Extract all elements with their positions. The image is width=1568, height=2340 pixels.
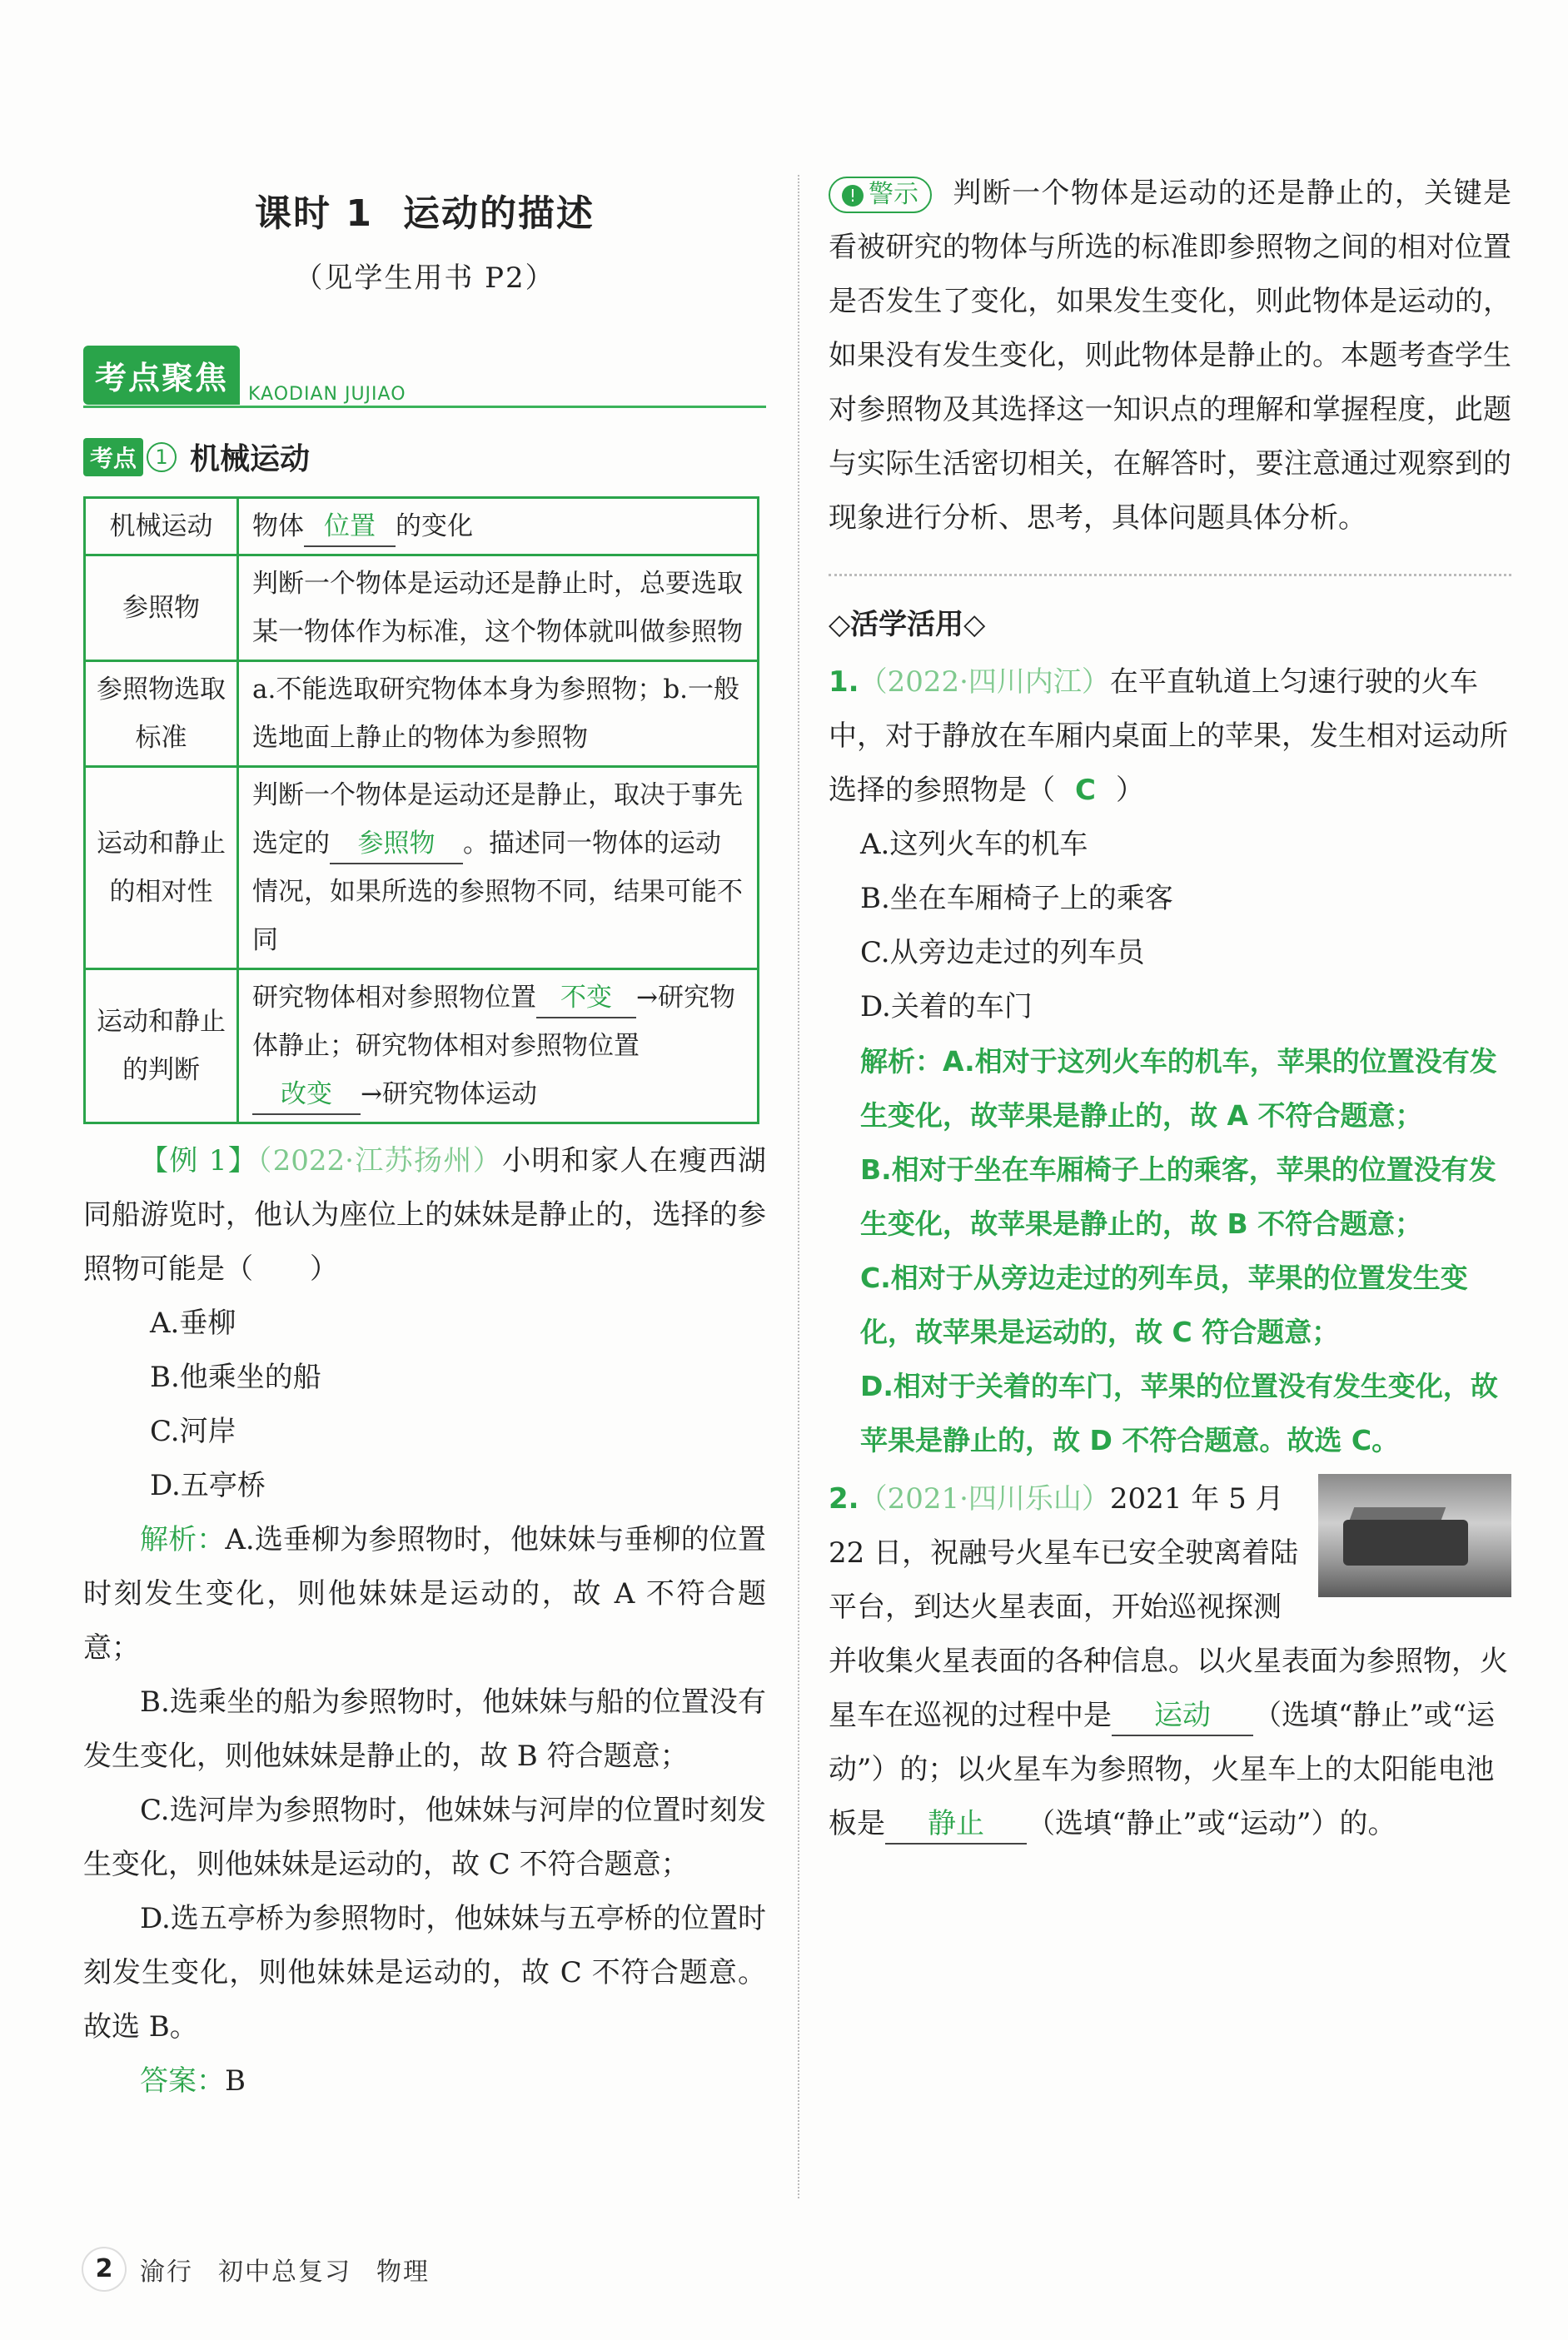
right-column [829, 167, 1511, 1851]
column-divider [798, 175, 799, 2198]
question-num: 1. [829, 665, 859, 699]
question-text: 在平直轨道上匀速行驶的火车中，对于静放在车厢内桌面上的苹果，发生相对运动所选择的参照物是（ [829, 665, 1508, 807]
example-label: 【例 1】 [140, 1144, 258, 1177]
table-row [85, 661, 759, 767]
banner-underline [83, 406, 766, 408]
option: C.从旁边走过的列车员 [860, 936, 1145, 969]
analysis-a [83, 1513, 766, 1675]
banner-sub: KAODIAN JUJIAO [248, 384, 406, 405]
question-text: （选填“静止”或“运动”）的；以火星车为参照物，火星车上的太阳能电池板是 [829, 1699, 1496, 1840]
answer-blank: 位置 [304, 507, 396, 547]
answer-value: B [225, 2064, 246, 2098]
kaodian-tag: 考点 [83, 438, 143, 476]
row-key: 机械运动 [85, 498, 238, 555]
kaodian-heading [83, 436, 766, 478]
dotted-divider [829, 574, 1511, 576]
lesson-title-text: 运动的描述 [402, 192, 595, 235]
question-num: 2. [829, 1482, 859, 1516]
answer-blank: 参照物 [330, 824, 463, 864]
answer-blank: 改变 [252, 1075, 361, 1115]
left-column [83, 167, 766, 2108]
row-key: 参照物 [85, 555, 238, 661]
answer-blank: 不变 [536, 978, 636, 1018]
practice-title: ◇活学活用◇ [829, 608, 986, 641]
text: →研究物体静止；研究物体相对参照物位置 [252, 983, 735, 1061]
question-text-end: ） [1115, 774, 1144, 807]
option: D.关着的车门 [860, 990, 1033, 1023]
mars-rover-photo [1318, 1474, 1511, 1597]
text: 。描述同一物体的运动情况，如果所选的参照物不同，结果可能不同 [252, 829, 743, 955]
table-row [85, 969, 759, 1123]
lesson-title [83, 183, 766, 236]
text: 的变化 [396, 511, 473, 541]
answer-label: 答案： [140, 2064, 225, 2098]
question-source: （2021·四川乐山） [859, 1482, 1110, 1516]
example-1-stem [83, 1134, 766, 1297]
question-text: 2021 年 5 月 22 日，祝融号火星车已安全驶离着陆平台，到达火星表面，开始巡视探测并收集火星表面的各种信息。以火星表面为参照物，火星车在巡视的过程中是 [829, 1482, 1508, 1732]
analysis-text: A.选垂柳为参照物时，他妹妹与垂柳的位置时刻发生变化，则他妹妹是运动的，故 A 不符合题意； [83, 1523, 766, 1665]
rover-body [1343, 1520, 1468, 1566]
row-value: a.不能选取研究物体本身为参照物；b.一般选地面上静止的物体为参照物 [238, 661, 759, 767]
table-row [85, 498, 759, 555]
lesson-title-num: 课时 1 [255, 192, 373, 235]
option: A.垂柳 [150, 1307, 236, 1340]
question-answer: C [1075, 774, 1096, 807]
kaodian-num: 1 [147, 442, 177, 472]
row-key: 运动和静止的判断 [85, 969, 238, 1123]
text: 判断一个物体是运动还是静止，取决于事先选定的 [252, 780, 743, 859]
question-1-stem [829, 655, 1511, 818]
analysis-line: D.相对于关着的车门，苹果的位置没有发生变化，故苹果是静止的，故 D 不符合题意。故选 C。 [860, 1370, 1498, 1456]
option: D.五亭桥 [150, 1469, 266, 1502]
row-value [238, 498, 759, 555]
option: C.河岸 [150, 1415, 236, 1448]
question-text: （选填“静止”或“运动”）的。 [1027, 1807, 1396, 1840]
row-value [238, 969, 759, 1123]
footer-subject: 物理 [376, 2258, 430, 2287]
question-2 [829, 1472, 1511, 1851]
analysis-c: C.选河岸为参照物时，他妹妹与河岸的位置时刻发生变化，则他妹妹是运动的，故 C 不符合题意； [83, 1794, 766, 1881]
example-source: （2022·江苏扬州） [257, 1144, 503, 1177]
example-text: 小明和家人在瘦西湖同船游览时，他认为座位上的妹妹是静止的，选择的参照物可能是（ ） [83, 1144, 766, 1286]
text: 研究物体相对参照物位置 [252, 983, 536, 1013]
row-key: 运动和静止的相对性 [85, 767, 238, 969]
example-1-options [83, 1297, 766, 1513]
page-number: 2 [83, 2248, 125, 2290]
warning-tag [829, 177, 932, 213]
analysis-line: C.相对于从旁边走过的列车员，苹果的位置发生变化，故苹果是运动的，故 C 符合题意； [860, 1262, 1468, 1348]
warning-text: 判断一个物体是运动的还是静止的，关键是看被研究的物体与所选的标准即参照物之间的相对位置是否发生了变化，如果发生变化，则此物体是运动的，如果没有发生变化，则此物体是静止的。本题考查学生对参照物及其选择这一知识点的理解和掌握程度，此题与实际生活密切相关，在解答时，要注意通过观察到的现象进行分析、思考，具体问题具体分析。 [829, 177, 1511, 535]
footer-brand: 渝行 [140, 2258, 193, 2287]
question-source: （2022·四川内江） [859, 665, 1110, 699]
analysis-b: B.选乘坐的船为参照物时，他妹妹与船的位置没有发生变化，则他妹妹是静止的，故 B 符合题意； [83, 1685, 766, 1773]
footer-book: 初中总复习 [218, 2258, 351, 2287]
lesson-subtitle: （见学生用书 P2） [294, 261, 555, 295]
page-footer [83, 2248, 455, 2290]
kaodian-title: 机械运动 [190, 442, 311, 476]
row-value: 判断一个物体是运动还是静止时，总要选取某一物体作为标准，这个物体就叫做参照物 [238, 555, 759, 661]
analysis-line: 解析：A.相对于这列火车的机车，苹果的位置没有发生变化，故苹果是静止的，故 A 不符合题意； [860, 1045, 1497, 1132]
answer-blank: 静止 [885, 1805, 1027, 1845]
analysis-label: 解析： [140, 1523, 226, 1556]
warning-label: 警示 [869, 180, 918, 209]
banner-label: 考点聚焦 [83, 346, 240, 405]
option: B.坐在车厢椅子上的乘客 [860, 882, 1173, 915]
warning-note [829, 167, 1511, 545]
row-key: 参照物选取标准 [85, 661, 238, 767]
table-row [85, 767, 759, 969]
table-row [85, 555, 759, 661]
exclamation-icon: ! [842, 185, 864, 207]
section-banner [83, 346, 766, 412]
question-1-analysis [829, 1034, 1511, 1467]
example-answer [83, 2054, 766, 2108]
knowledge-table [83, 496, 759, 1124]
text: →研究物体运动 [361, 1079, 537, 1109]
answer-blank: 运动 [1112, 1696, 1253, 1736]
text: 物体 [252, 511, 304, 541]
analysis-d: D.选五亭桥为参照物时，他妹妹与五亭桥的位置时刻发生变化，则他妹妹是运动的，故 C 不符合题意。故选 B。 [83, 1902, 766, 2044]
option: B.他乘坐的船 [150, 1361, 321, 1394]
analysis-line: B.相对于坐在车厢椅子上的乘客，苹果的位置没有发生变化，故苹果是静止的，故 B 不符合题意； [860, 1153, 1496, 1240]
option: A.这列火车的机车 [860, 828, 1088, 861]
row-value [238, 767, 759, 969]
